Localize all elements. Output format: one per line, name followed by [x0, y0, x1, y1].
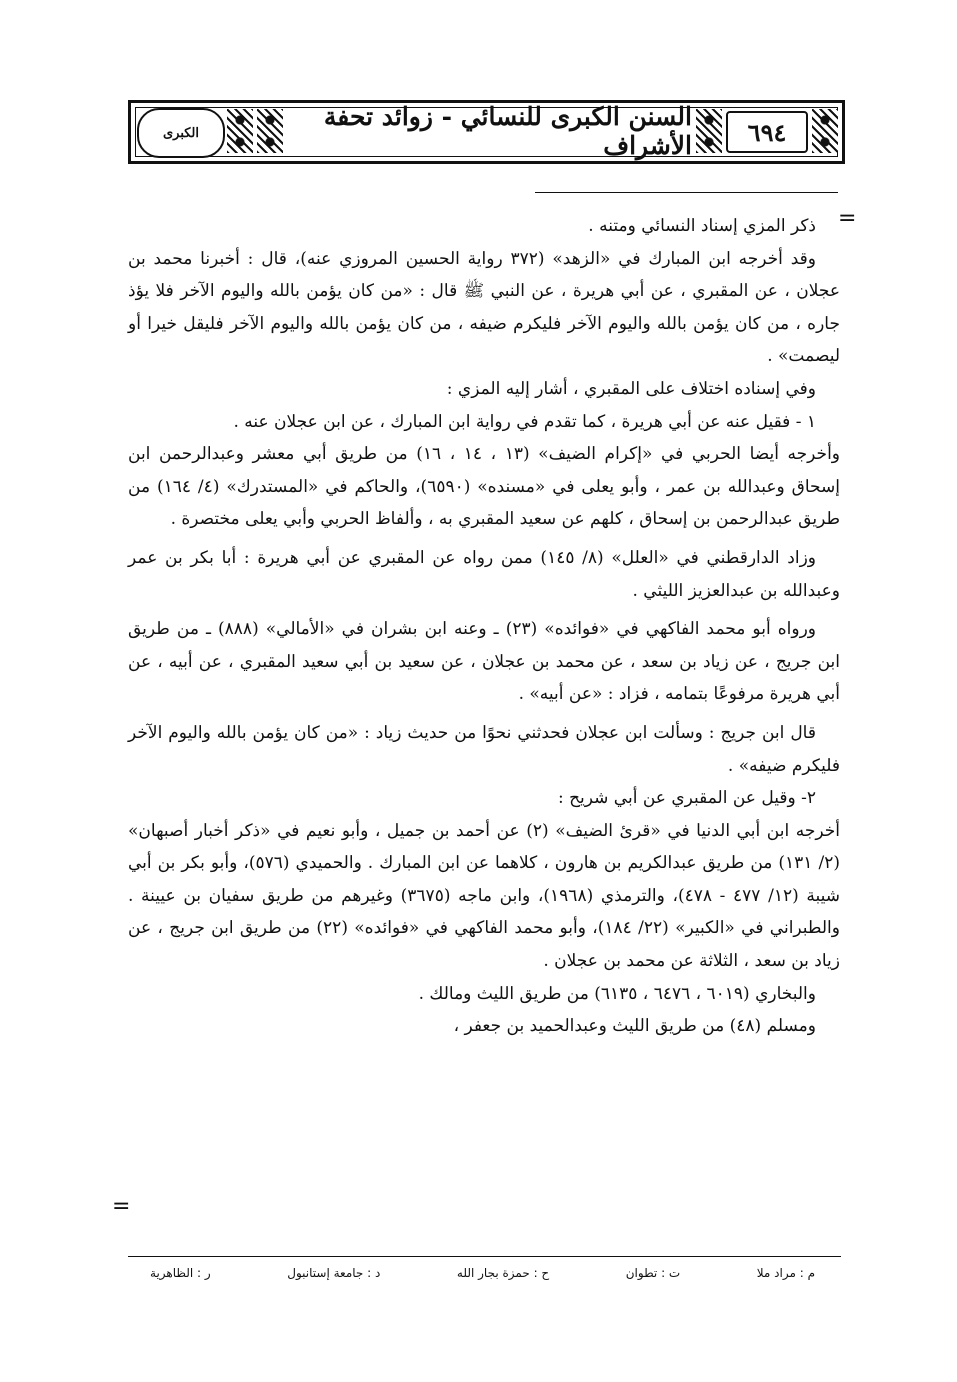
ornament-right-b: [812, 109, 838, 153]
bottom-rule: [128, 1256, 841, 1257]
siglum-h: ح : حمزة بجار الله: [456, 1266, 550, 1280]
book-emblem: [137, 108, 225, 158]
paragraph: أخرجه ابن أبي الدنيا في «قرئ الضيف» (٢) عن أحمد بن جميل ، وأبو نعيم في «ذكر أخبار أصبهان» (٢/ ١٣١) من طريق عبدالكريم بن هارون ، كلاهما عن ابن المبارك . والحميدي (٥٧٦)، وأبو بكر بن أبي شيبة (١٢/ ٤٧٧ - ٤٧٨)، والترمذي (١٩٦٨)، وابن ماجه (٣٦٧٥) وغيرهم من طريق سفيان بن عيينة . والطبراني في «الكبير» (٢٢/ ١٨٤)، وأبو محمد الفاكهي في «فوائده» (٢٢) من طريق ابن جريج ، عن زياد بن سعد ، الثلاثة عن محمد بن عجلان .: [128, 820, 841, 972]
ornament-left-b: [257, 109, 283, 153]
top-rule: [535, 192, 838, 193]
paragraph: ٢- وقيل عن المقبري عن أبي شريح :: [557, 788, 816, 809]
running-title: السنن الكبرى للنسائي - زوائد تحفة الأشراف: [323, 102, 692, 160]
paragraph: ذكر المزي إسناد النسائي ومتنه .: [588, 216, 816, 236]
paragraph: وفي إسناده اختلاف على المقبري ، أشار إليه المزي :: [446, 378, 816, 399]
paragraph: ورواه أبو محمد الفاكهي في «فوائده» (٢٣) ـ وعنه ابن بشران في «الأمالي» (٨٨٨) ـ من طريق ابن جريج ، عن زياد بن سعد ، عن محمد بن عجلان ، عن سعيد بن أبي سعيد المقبري ، عن أبيه ، عن أبي هريرة مرفوعًا بتمامه ، فزاد : «عن أبيه» .: [128, 619, 840, 705]
margin-mark-bottom: =: [112, 1194, 131, 1219]
paragraph: وأخرجه أيضا الحربي في «إكرام الضيف» (١٣ ، ١٤ ، ١٦) من طريق أبي معشر وعبدالرحمن ابن إسحاق وعبدالله بن عمر ، وأبو يعلى في «مسنده» (٦٥٩٠)، والحاكم في «المستدرك» (٤/ ١٦٤) من طريق عبدالرحمن بن إسحاق ، كلهم عن سعيد المقبري به ، وألفاظ الحربي وأبي يعلى مختصرة .: [128, 444, 841, 530]
siglum-m: م : مراد ملا: [756, 1266, 815, 1280]
ornament-left-a: [227, 109, 253, 153]
siglum-t: ت : تطوان: [625, 1266, 681, 1280]
siglum-r: ر : الظاهرية: [150, 1266, 211, 1280]
main-text: [128, 210, 840, 1043]
paragraph: وزاد الدارقطني في «العلل» (٨/ ١٤٥) ممن رواه عن المقبري عن أبي هريرة : أبا بكر بن عمر وعبدالله بن عبدالعزيز الليثي .: [128, 547, 840, 601]
siglum-d: د : جامعة إستانبول: [287, 1266, 381, 1280]
ornament-right-a: [696, 109, 722, 153]
page-number: ٦٩٤: [726, 111, 808, 153]
paragraph: ١ - فقيل عنه عن أبي هريرة ، كما تقدم في رواية ابن المبارك ، عن ابن عجلان عنه .: [233, 411, 816, 432]
paragraph: والبخاري (٦٠١٩ ، ٦٤٧٦ ، ٦١٣٥) من طريق الليث ومالك .: [418, 983, 816, 1004]
margin-mark-top: =: [838, 206, 857, 231]
emblem-text: الكبرى: [162, 125, 200, 141]
paragraph: قال ابن جريج : وسألت ابن عجلان فحدثني نحوًا من حديث زياد : «من كان يؤمن بالله واليوم الآخر فليكرم ضيفه» .: [128, 722, 840, 776]
manuscript-sigla: [150, 1266, 815, 1280]
paragraph: ومسلم (٤٨) من طريق الليث وعبدالحميد بن جعفر ،: [453, 1016, 816, 1037]
paragraph: وقد أخرجه ابن المبارك في «الزهد» (٣٧٢ رواية الحسين المروزي عنه)، قال : أخبرنا محمد بن عجلان ، عن المقبري ، عن أبي هريرة ، عن النبي ﷺ قال : «من كان يؤمن بالله واليوم الآخر فلا يؤذ جاره ، من كان يؤمن بالله واليوم الآخر فليكرم ضيفه ، من كان يؤمن بالله واليوم الآخر فليقل خيرا أو ليصمت» .: [128, 248, 840, 367]
page-header: [128, 100, 845, 164]
